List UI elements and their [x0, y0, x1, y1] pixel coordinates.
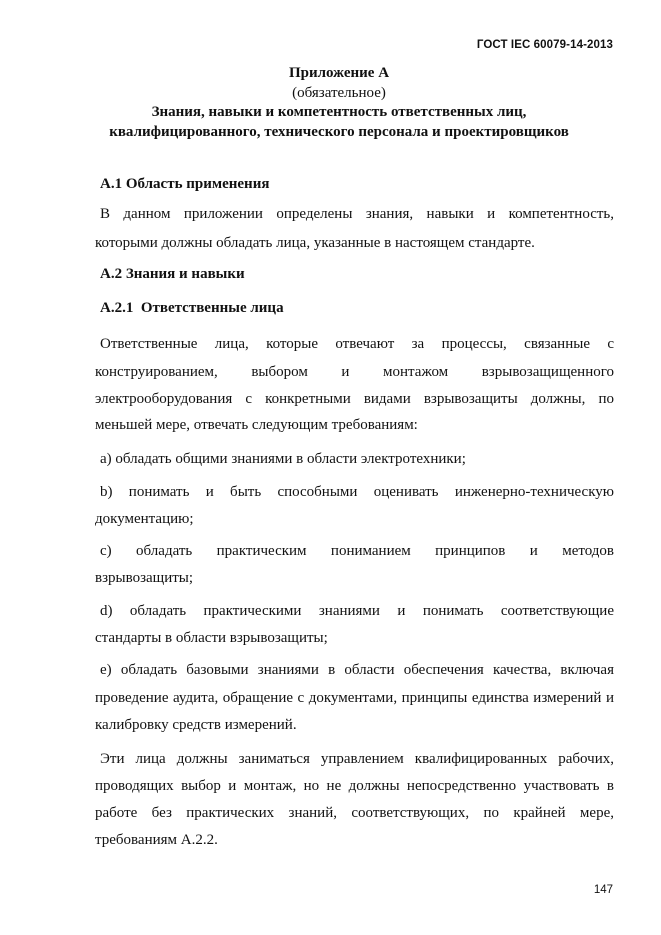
a1-paragraph-line2: которыми должны обладать лица, указанные в настоящем стандарте.: [95, 235, 535, 251]
page-number: 147: [593, 884, 613, 896]
closing-paragraph-line2: проводящих выбор и монтаж, но не должны непосредственно участвовать в: [95, 778, 614, 794]
a21-paragraph-line3: электрооборудования с конкретными видами взрывозащиты должны, по: [95, 391, 614, 407]
closing-paragraph-line3: работе без практических знаний, соответствующих, по крайней мере,: [95, 805, 614, 821]
annex-title: Приложение А: [288, 65, 390, 81]
list-item-b-line1: b) понимать и быть способными оценивать инженерно-техническую: [100, 484, 614, 500]
section-a2-heading: А.2 Знания и навыки: [100, 266, 245, 282]
list-item-d-line1: d) обладать практическими знаниями и понимать соответствующие: [100, 603, 614, 619]
closing-paragraph-line1: Эти лица должны заниматься управлением квалифицированных рабочих,: [100, 751, 614, 767]
list-item-e-line1: е) обладать базовыми знаниями в области обеспечения качества, включая: [100, 662, 614, 678]
list-item-c-line2: взрывозащиты;: [95, 570, 194, 586]
a21-paragraph-line4: меньшей мере, отвечать следующим требованиям:: [95, 417, 418, 433]
section-a1-heading: А.1 Область применения: [100, 176, 270, 192]
annex-title-block: [64, 64, 614, 142]
list-item-b-line2: документацию;: [95, 511, 194, 527]
annex-status: (обязательное): [292, 84, 386, 101]
a21-paragraph-line2: конструированием, выбором и монтажом взрывозащищенного: [95, 364, 614, 380]
list-item-e-line3: калибровку средств измерений.: [95, 717, 297, 733]
list-item-e-line2: проведение аудита, обращение с документами, принципы единства измерений и: [95, 690, 614, 706]
list-item-c-line1: c) обладать практическим пониманием принципов и методов: [100, 543, 614, 559]
closing-paragraph-line4: требованиям А.2.2.: [95, 832, 218, 848]
list-item-a: а) обладать общими знаниями в области электротехники;: [100, 451, 466, 467]
document-header-standard: ГОСТ IEC 60079-14-2013: [476, 39, 613, 51]
a21-paragraph-line1: Ответственные лица, которые отвечают за процессы, связанные с: [100, 336, 614, 352]
annex-subtitle-line2: квалифицированного, технического персонала и проектировщиков: [109, 123, 569, 140]
a1-paragraph-line1: В данном приложении определены знания, навыки и компетентность,: [100, 206, 614, 222]
section-a21-heading: А.2.1 Ответственные лица: [100, 300, 284, 316]
annex-subtitle-line1: Знания, навыки и компетентность ответственных лиц,: [151, 104, 527, 120]
list-item-d-line2: стандарты в области взрывозащиты;: [95, 630, 328, 646]
